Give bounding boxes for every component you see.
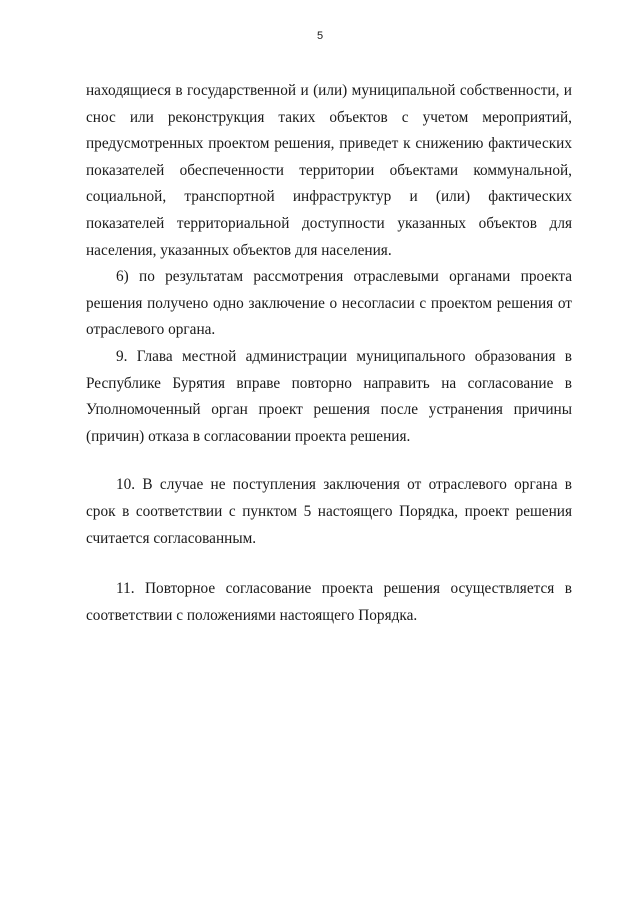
paragraph-item-9: 9. Глава местной администрации муниципального образования в Республике Бурятия вправе повторно направить на согласование в Уполномоченный орган проект решения после устранения причины (причин) отказа в согласовании проекта решения.: [86, 347, 572, 445]
paragraph-continuation: находящиеся в государственной и (или) муниципальной собственности, и снос или реконструкция таких объектов с учетом мероприятий, предусмотренных проектом решения, приведет к снижению фактических показателей обеспеченности территории объектами коммунальной, социальной, транспортной инфраструктур и (или) фактических показателей территориальной доступности указанных объектов для населения, указанных объектов для населения.: [86, 82, 572, 259]
paragraph-item-11: 11. Повторное согласование проекта решения осуществляется в соответствии с положениями настоящего Порядка.: [86, 580, 572, 624]
page-number: 5: [316, 30, 324, 42]
paragraph-item-6: 6) по результатам рассмотрения отраслевыми органами проекта решения получено одно заключение о несогласии с проектом решения от отраслевого органа.: [86, 268, 572, 339]
paragraph-item-10: 10. В случае не поступления заключения от отраслевого органа в срок в соответствии с пунктом 5 настоящего Порядка, проект решения считается согласованным.: [86, 476, 572, 547]
document-body: [86, 78, 572, 629]
